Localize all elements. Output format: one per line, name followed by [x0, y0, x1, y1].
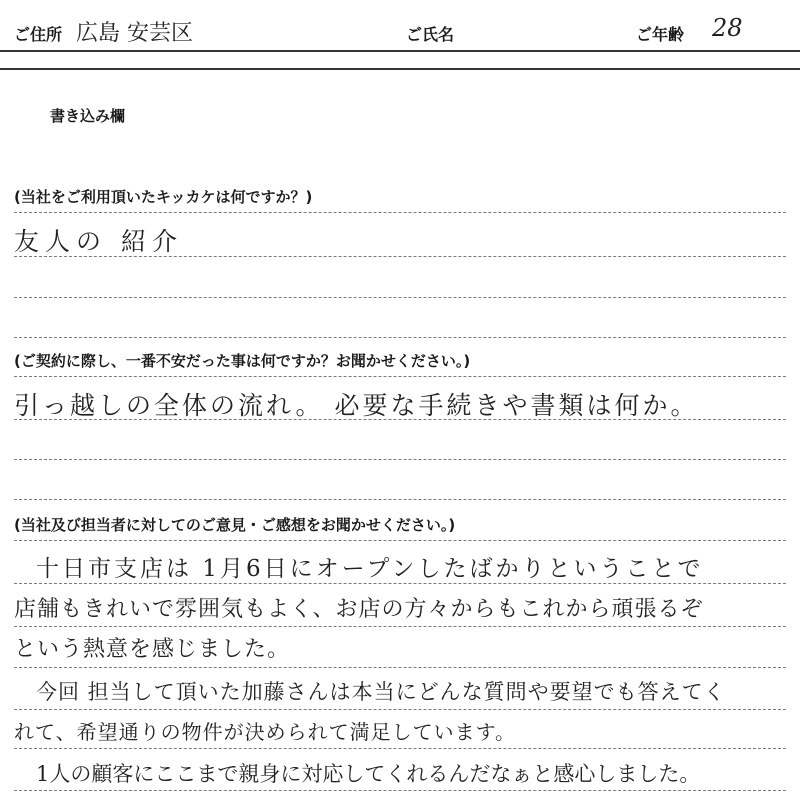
answer-3-line-4: 今回 担当して頂いた加藤さんは本当にどんな質問や要望でも答えてく [36, 680, 726, 704]
rule-line [14, 790, 786, 791]
rule-line [14, 459, 786, 460]
answer-2-line-1: 引っ越しの全体の流れ。 必要な手続きや書類は何か。 [14, 391, 699, 420]
answer-3-line-5: れて、希望通りの物件が決められて満足しています。 [14, 720, 516, 744]
name-label: ご氏名 [406, 25, 455, 44]
question-1: (当社をご利用頂いたキッカケは何ですか？) [14, 188, 313, 206]
header-divider [0, 68, 800, 70]
answer-3-line-6: 1人の顧客にここまで親身に対応してくれるんだなぁと感心しました。 [36, 762, 701, 786]
rule-line [14, 337, 786, 338]
age-value: 28 [712, 14, 743, 42]
address-value: 広島 安芸区 [76, 21, 193, 46]
address-label: ご住所 [14, 25, 63, 44]
answer-3-line-2: 店舗もきれいで雰囲気もよく、お店の方々からもこれから頑張るぞ [14, 597, 704, 622]
answer-3-line-3: という熱意を感じました。 [14, 637, 291, 662]
rule-line [14, 419, 786, 420]
rule-line [14, 212, 786, 213]
question-2: (ご契約に際し、一番不安だった事は何ですか？お聞かせください。) [14, 352, 471, 370]
age-label: ご年齢 [636, 25, 685, 44]
header-underline [0, 50, 800, 52]
rule-line [14, 626, 786, 627]
rule-line [14, 540, 786, 541]
section-title: 書き込み欄 [50, 107, 126, 125]
rule-line [14, 376, 786, 377]
rule-line [14, 583, 786, 584]
question-3: (当社及び担当者に対してのご意見・ご感想をお聞かせください。) [14, 516, 456, 534]
rule-line [14, 256, 786, 257]
rule-line [14, 748, 786, 749]
answer-1-line-1: 友人の 紹介 [14, 227, 183, 256]
answer-3-line-1: 十日市支店は 1月6日にオープンしたばかりということで [36, 556, 704, 582]
rule-line [14, 297, 786, 298]
rule-line [14, 499, 786, 500]
form-header [0, 0, 800, 70]
rule-line [14, 709, 786, 710]
rule-line [14, 667, 786, 668]
